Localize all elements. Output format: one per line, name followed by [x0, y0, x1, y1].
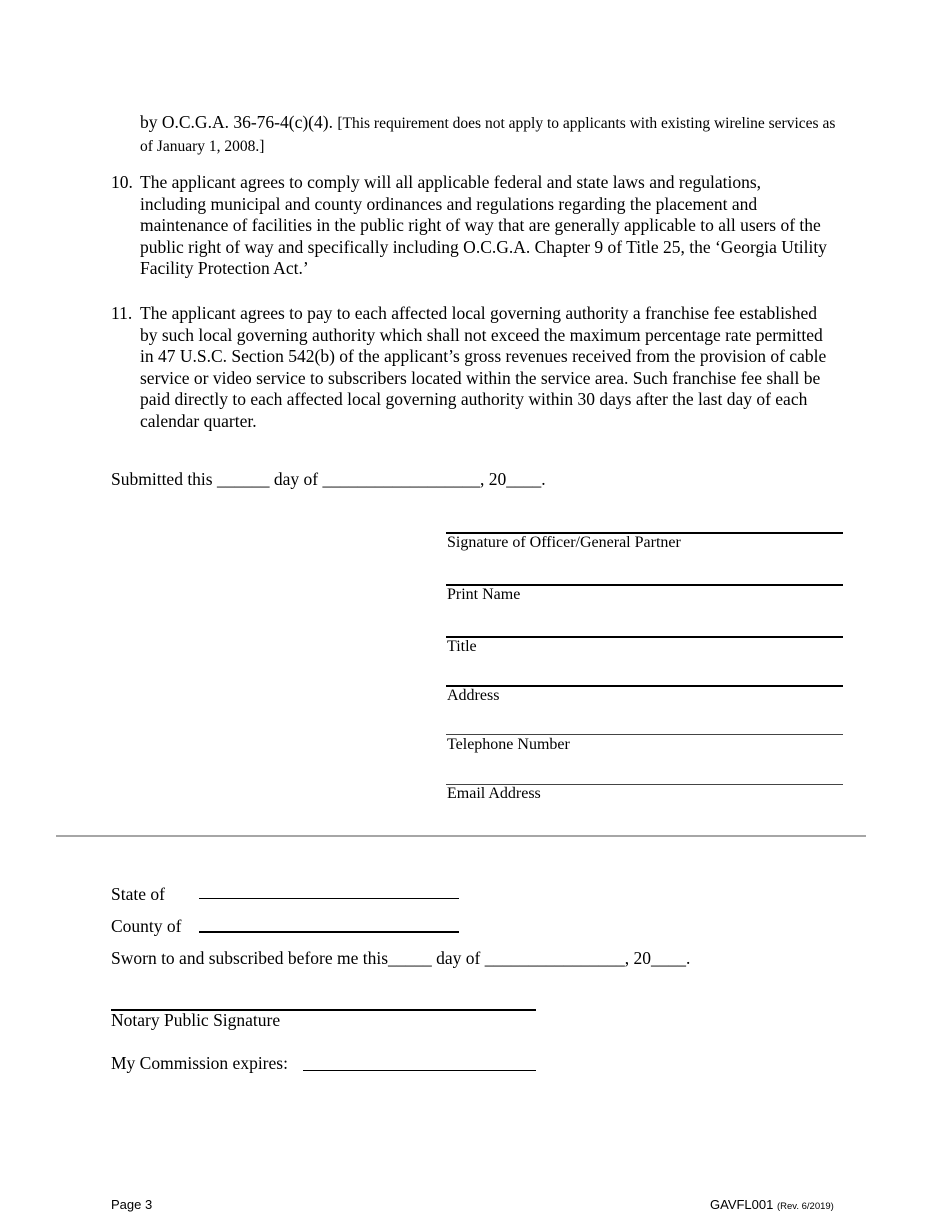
form-revision: (Rev. 6/2019) — [776, 1201, 834, 1212]
title-field[interactable] — [446, 636, 843, 638]
form-id: GAVFL001 — [710, 1197, 774, 1212]
signature-label: Signature of Officer/General Partner — [447, 534, 681, 551]
item-number: 10. — [111, 172, 133, 192]
sworn-statement: Sworn to and subscribed before me this_____ day of ________________, 20____. — [111, 948, 691, 968]
page-number: Page 3 — [111, 1197, 153, 1212]
form-identifier — [710, 1197, 834, 1212]
continuation-main-text: by O.C.G.A. 36-76-4(c)(4). — [140, 112, 333, 132]
continuation-paragraph — [140, 112, 840, 157]
county-label: County of — [111, 916, 182, 936]
notary-signature-label: Notary Public Signature — [111, 1010, 281, 1030]
continuation-note: [This requirement does not apply to applicants with existing wireline services as of January 1, 2008.] — [140, 115, 836, 155]
title-label: Title — [447, 638, 477, 655]
print-name-label: Print Name — [447, 586, 521, 603]
telephone-field[interactable] — [446, 734, 843, 735]
commission-expires-field[interactable] — [303, 1070, 536, 1071]
item-number: 11. — [111, 303, 133, 323]
item-text: The applicant agrees to comply will all applicable federal and state laws and regulations, including municipal and county ordinances and regulations regarding the placement and maintenance of facilities in the public right of way that are generally applicable to all users of the public right of way and specifically including O.C.G.A. Chapter 9 of Title 25, the ‘Georgia Utility Facility Protection Act.’ — [140, 172, 827, 278]
state-label: State of — [111, 884, 165, 904]
address-field[interactable] — [446, 685, 843, 687]
state-field[interactable] — [199, 898, 459, 899]
email-label: Email Address — [447, 785, 541, 802]
telephone-label: Telephone Number — [447, 736, 570, 753]
address-label: Address — [447, 687, 500, 704]
commission-label: My Commission expires: — [111, 1053, 288, 1073]
submitted-date-line: Submitted this ______ day of __________________, 20____. — [111, 469, 546, 489]
county-field[interactable] — [199, 931, 459, 933]
item-text: The applicant agrees to pay to each affected local governing authority a franchise fee established by such local governing authority which shall not exceed the maximum percentage rate permitted in 47 U.S.C. Section 542(b) of the applicant’s gross revenues received from the provision of cable service or video service to subscribers located within the service area. Such franchise fee shall be paid directly to each affected local governing authority within 30 days after the last day of each calendar quarter. — [140, 303, 827, 431]
section-divider — [56, 835, 866, 837]
